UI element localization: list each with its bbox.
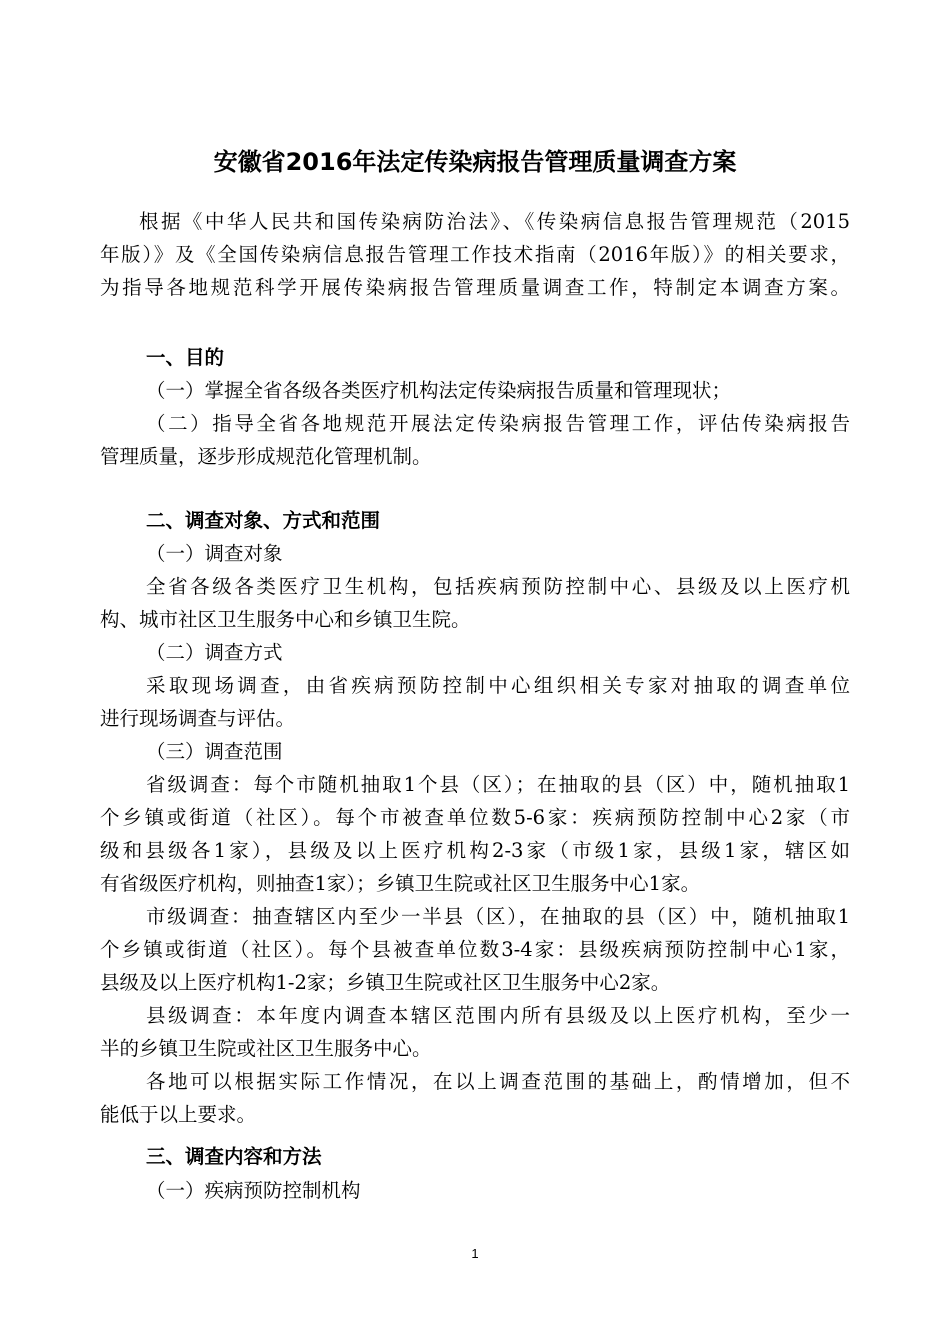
intro-line-2: 年版）》及《全国传染病信息报告管理工作技术指南（2016年版）》的相关要求， [100, 243, 850, 266]
section-2-heading: 二、调查对象、方式和范围 [146, 509, 381, 532]
section-1-heading: 一、目的 [146, 346, 225, 369]
provincial-line-1: 省级调查：每个市随机抽取1个县（区）；在抽取的县（区）中，随机抽取1 [146, 773, 850, 796]
provincial-line-3: 级和县级各1家），县级及以上医疗机构2-3家（市级1家，县级1家，辖区如 [100, 839, 850, 862]
targets-line-1: 全省各级各类医疗卫生机构，包括疾病预防控制中心、县级及以上医疗机 [146, 575, 850, 598]
note-line-1: 各地可以根据实际工作情况，在以上调查范围的基础上，酌情增加，但不 [146, 1070, 850, 1093]
method-line-1: 采取现场调查，由省疾病预防控制中心组织相关专家对抽取的调查单位 [146, 674, 850, 697]
municipal-line-3: 县级及以上医疗机构1-2家；乡镇卫生院或社区卫生服务中心2家。 [100, 971, 671, 994]
county-line-2: 半的乡镇卫生院或社区卫生服务中心。 [100, 1037, 432, 1060]
intro-line-1: 根据《中华人民共和国传染病防治法》、《传染病信息报告管理规范（2015 [139, 210, 850, 233]
purpose-item-2-line-1: （二）指导全省各地规范开展法定传染病报告管理工作，评估传染病报告 [146, 412, 850, 435]
document-title: 安徽省2016年法定传染病报告管理质量调查方案 [213, 148, 737, 176]
method-line-2: 进行现场调查与评估。 [100, 707, 296, 730]
subsection-cdc-heading: （一）疾病预防控制机构 [146, 1179, 361, 1202]
note-line-2: 能低于以上要求。 [100, 1103, 257, 1126]
municipal-line-1: 市级调查：抽查辖区内至少一半县（区），在抽取的县（区）中，随机抽取1 [146, 905, 850, 928]
provincial-line-4: 有省级医疗机构，则抽查1家）；乡镇卫生院或社区卫生服务中心1家。 [100, 872, 701, 895]
page-number: 1 [471, 1246, 479, 1261]
section-3-heading: 三、调查内容和方法 [146, 1145, 322, 1168]
county-line-1: 县级调查：本年度内调查本辖区范围内所有县级及以上医疗机构，至少一 [146, 1004, 850, 1027]
targets-line-2: 构、城市社区卫生服务中心和乡镇卫生院。 [100, 608, 471, 631]
purpose-item-2-line-2: 管理质量，逐步形成规范化管理机制。 [100, 445, 432, 468]
provincial-line-2: 个乡镇或街道（社区）。每个市被查单位数5-6家：疾病预防控制中心2家（市 [100, 806, 850, 829]
municipal-line-2: 个乡镇或街道（社区）。每个县被查单位数3-4家：县级疾病预防控制中心1家， [100, 938, 850, 961]
subsection-range-heading: （三）调查范围 [146, 740, 283, 763]
subsection-method-heading: （二）调查方式 [146, 641, 283, 664]
subsection-targets-heading: （一）调查对象 [146, 542, 283, 565]
purpose-item-1: （一）掌握全省各级各类医疗机构法定传染病报告质量和管理现状； [146, 379, 732, 402]
intro-line-3: 为指导各地规范科学开展传染病报告管理质量调查工作，特制定本调查方案。 [100, 276, 850, 299]
